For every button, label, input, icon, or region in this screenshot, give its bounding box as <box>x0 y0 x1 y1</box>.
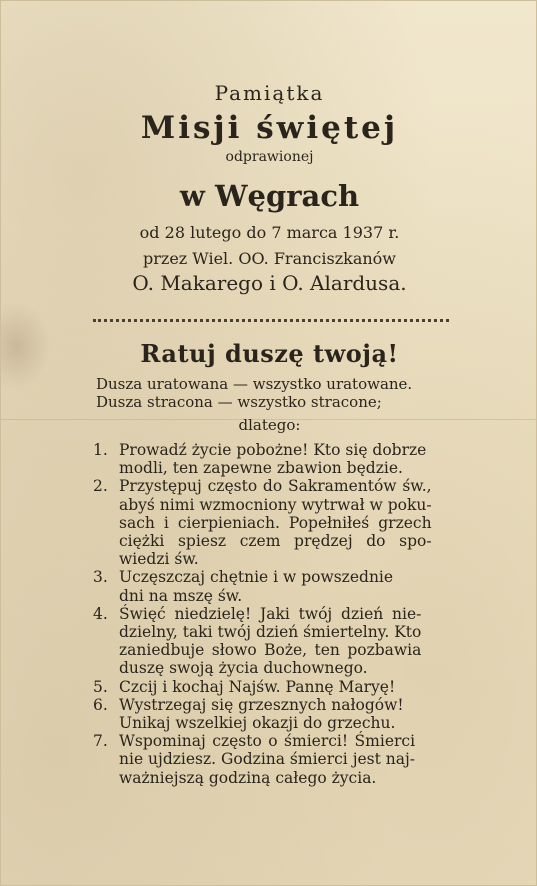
dotted-divider <box>93 319 449 326</box>
card-fathers: O. Makarego i O. Alardusa. <box>132 271 407 295</box>
item-line: nie ujdziesz. Godzina śmierci jest naj- <box>119 750 416 769</box>
item-number: 4. <box>93 604 108 623</box>
item-text <box>119 441 426 477</box>
item-text <box>119 678 395 696</box>
card-title: Misji świętej <box>140 110 399 146</box>
maxim-line: Dusza uratowana — wszystko uratowane. <box>96 375 413 393</box>
item-number: 3. <box>93 568 108 587</box>
maxim-line: Dusza stracona — wszystko stracone; <box>96 393 382 411</box>
list-item <box>93 441 453 477</box>
item-line: Czcij i kochaj Najśw. Pannę Maryę! <box>119 677 396 696</box>
card-heading-pamiatka: Pamiątka <box>214 81 325 105</box>
card-place: w Węgrach <box>179 179 360 213</box>
item-text <box>119 732 415 787</box>
item-line: abyś nimi wzmocniony wytrwał w poku- <box>119 495 432 514</box>
item-number: 5. <box>93 677 108 696</box>
item-line: zaniedbuje słowo Boże, ten pozbawia <box>119 641 422 660</box>
card-dates: od 28 lutego do 7 marca 1937 r. <box>139 223 400 242</box>
item-line: Wystrzegaj się grzesznych nałogów! <box>119 695 404 714</box>
card-by-line: przez Wiel. OO. Franciszkanów <box>143 249 396 268</box>
therefore-label: dlatego: <box>238 416 301 434</box>
item-text <box>119 477 432 568</box>
commandments-list <box>93 441 453 787</box>
list-item <box>93 678 453 696</box>
list-item <box>93 605 453 678</box>
item-number: 2. <box>93 477 108 496</box>
item-text <box>119 568 393 604</box>
item-line: Prowadź życie pobożne! Kto się dobrze <box>119 441 427 459</box>
item-number: 1. <box>93 441 108 459</box>
item-line: Unikaj wszelkiej okazji do grzechu. <box>119 714 396 733</box>
list-item <box>93 696 453 732</box>
item-line: ważniejszą godziną całego życia. <box>119 768 377 787</box>
section-heading: Ratuj duszę twoją! <box>140 339 399 368</box>
item-line: wiedzi św. <box>119 550 199 569</box>
item-text <box>119 696 404 732</box>
item-line: Uczęszczaj chętnie i w powszednie <box>119 568 394 587</box>
list-item <box>93 477 453 568</box>
item-line: sach i cierpieniach. Popełniłeś grzech <box>119 513 432 532</box>
item-line: dni na mszę św. <box>119 586 243 605</box>
item-line: ciężki spiesz czem prędzej do spo- <box>119 532 432 551</box>
item-line: dzielny, taki twój dzień śmiertelny. Kto <box>119 623 422 642</box>
item-line: Przystępuj często do Sakramentów św., <box>119 477 432 496</box>
item-number: 7. <box>93 732 108 751</box>
item-line: Wspominaj często o śmierci! Śmierci <box>119 732 416 751</box>
list-item <box>93 568 453 604</box>
item-line: duszę swoją życia duchownego. <box>119 659 368 678</box>
item-number: 6. <box>93 695 108 714</box>
item-text <box>119 605 421 678</box>
list-item <box>93 732 453 787</box>
item-line: Święć niedzielę! Jaki twój dzień nie- <box>119 604 422 623</box>
card-subtitle-odprawionej: odprawionej <box>225 149 314 165</box>
item-line: modli, ten zapewne zbawion będzie. <box>119 459 403 478</box>
